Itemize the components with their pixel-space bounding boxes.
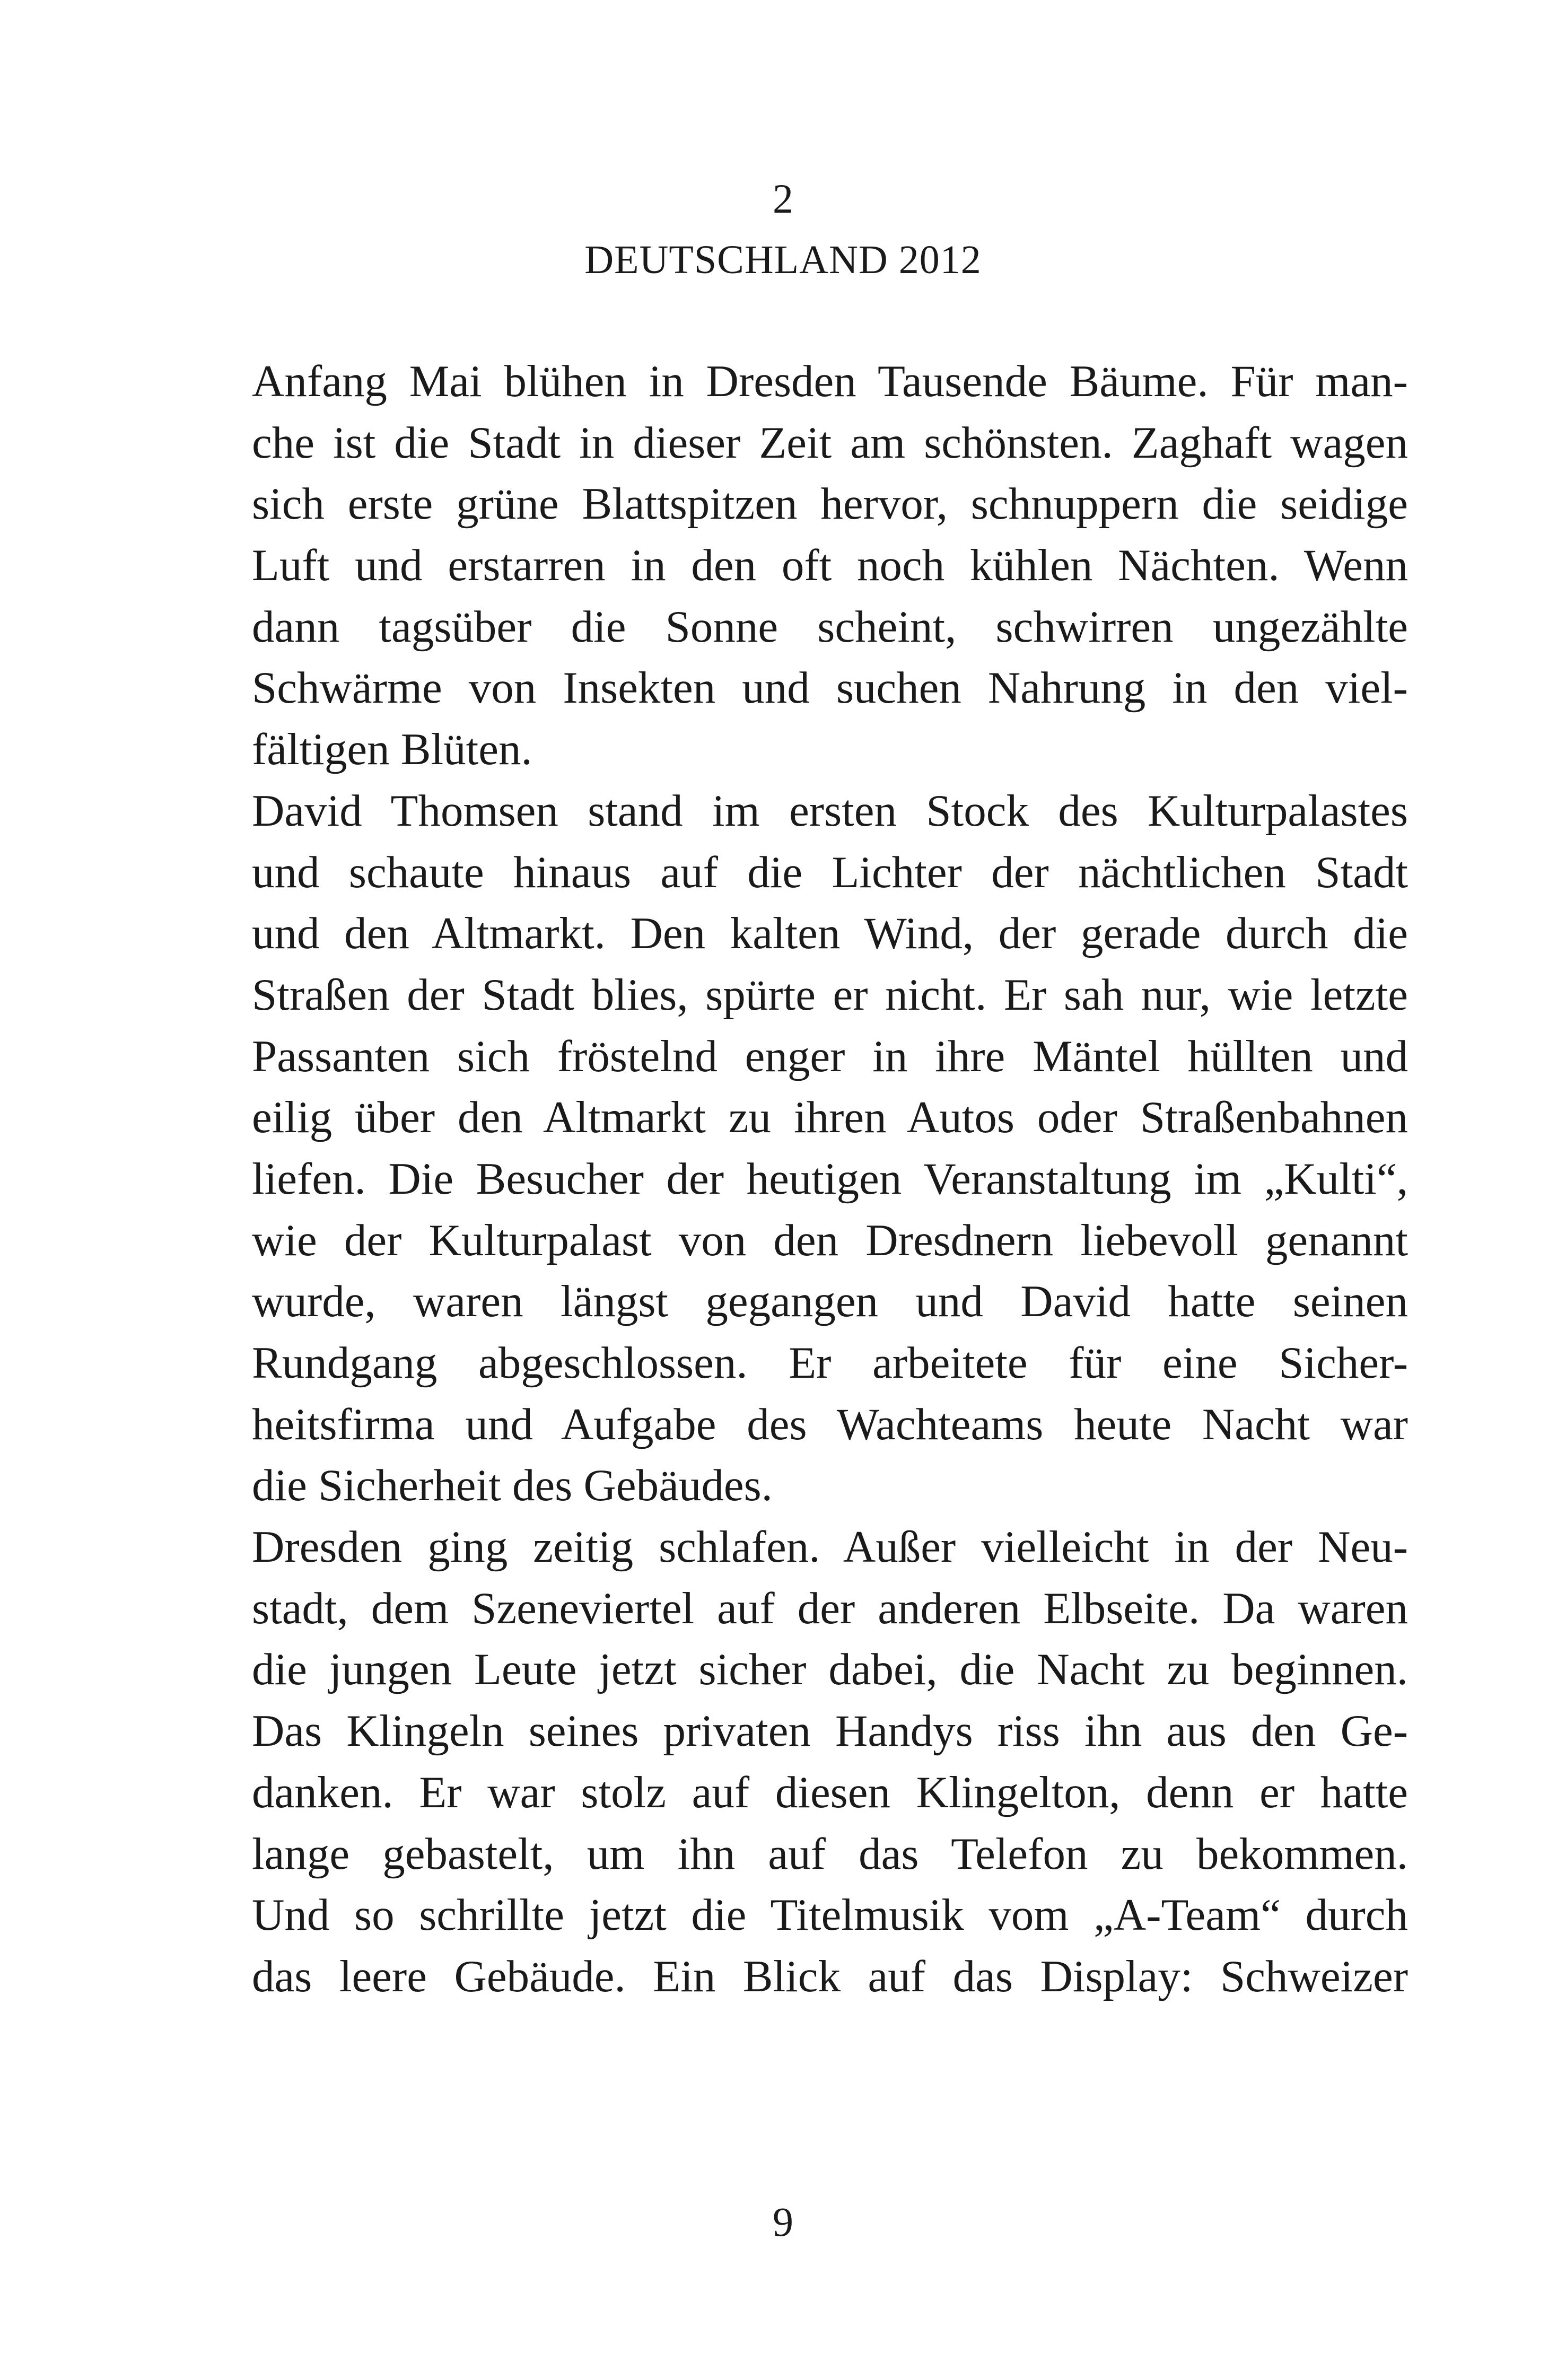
text-line: Und so schrillte jetzt die Titelmusik vom „A-Team“ durch xyxy=(252,1890,1408,1940)
text-line: danken. Er war stolz auf diesen Klingelton, denn er hatte xyxy=(252,1767,1408,1817)
text-line: Straßen der Stadt blies, spürte er nicht. Er sah nur, wie letzte xyxy=(252,969,1408,1020)
text-line: David Thomsen stand im ersten Stock des Kulturpalastes xyxy=(252,785,1408,836)
text-line: eilig über den Altmarkt zu ihren Autos oder Straßenbahnen xyxy=(252,1092,1408,1143)
text-line: liefen. Die Besucher der heutigen Veranstaltung im „Kulti“, xyxy=(252,1153,1408,1204)
page-number: 9 xyxy=(773,2199,793,2245)
text-line: und schaute hinaus auf die Lichter der nächtlichen Stadt xyxy=(252,847,1408,897)
text-line: Passanten sich fröstelnd enger in ihre Mäntel hüllten und xyxy=(252,1031,1408,1081)
text-line: lange gebastelt, um ihn auf das Telefon zu bekommen. xyxy=(252,1828,1408,1879)
text-line: fältigen Blüten. xyxy=(252,724,532,775)
text-line: che ist die Stadt in dieser Zeit am schönsten. Zaghaft wagen xyxy=(252,417,1408,468)
chapter-number: 2 xyxy=(773,176,793,222)
text-line: Luft und erstarren in den oft noch kühlen Nächten. Wenn xyxy=(252,540,1408,591)
text-line: Rundgang abgeschlossen. Er arbeitete für eine Sicher- xyxy=(252,1338,1408,1388)
text-line: Schwärme von Insekten und suchen Nahrung in den viel- xyxy=(252,663,1408,713)
text-line: wurde, waren längst gegangen und David hatte seinen xyxy=(252,1276,1408,1327)
text-line: die jungen Leute jetzt sicher dabei, die Nacht zu beginnen. xyxy=(252,1644,1408,1695)
text-line: wie der Kulturpalast von den Dresdnern liebevoll genannt xyxy=(252,1215,1408,1265)
text-line: und den Altmarkt. Den kalten Wind, der gerade durch die xyxy=(252,908,1408,959)
chapter-title: DEUTSCHLAND 2012 xyxy=(584,238,982,282)
text-line: heitsfirma und Aufgabe des Wachteams heute Nacht war xyxy=(252,1399,1408,1449)
text-line: stadt, dem Szeneviertel auf der anderen Elbseite. Da waren xyxy=(252,1583,1408,1633)
text-line: das leere Gebäude. Ein Blick auf das Display: Schweizer xyxy=(252,1951,1408,2001)
text-line: Anfang Mai blühen in Dresden Tausende Bäume. Für man- xyxy=(252,356,1408,406)
text-line: die Sicherheit des Gebäudes. xyxy=(252,1460,773,1511)
text-line: Dresden ging zeitig schlafen. Außer vielleicht in der Neu- xyxy=(252,1522,1408,1572)
text-line: sich erste grüne Blattspitzen hervor, schnuppern die seidige xyxy=(252,479,1408,529)
text-line: Das Klingeln seines privaten Handys riss ihn aus den Ge- xyxy=(252,1706,1408,1756)
text-line: dann tagsüber die Sonne scheint, schwirren ungezählte xyxy=(252,601,1408,652)
body-text xyxy=(252,351,1408,2008)
